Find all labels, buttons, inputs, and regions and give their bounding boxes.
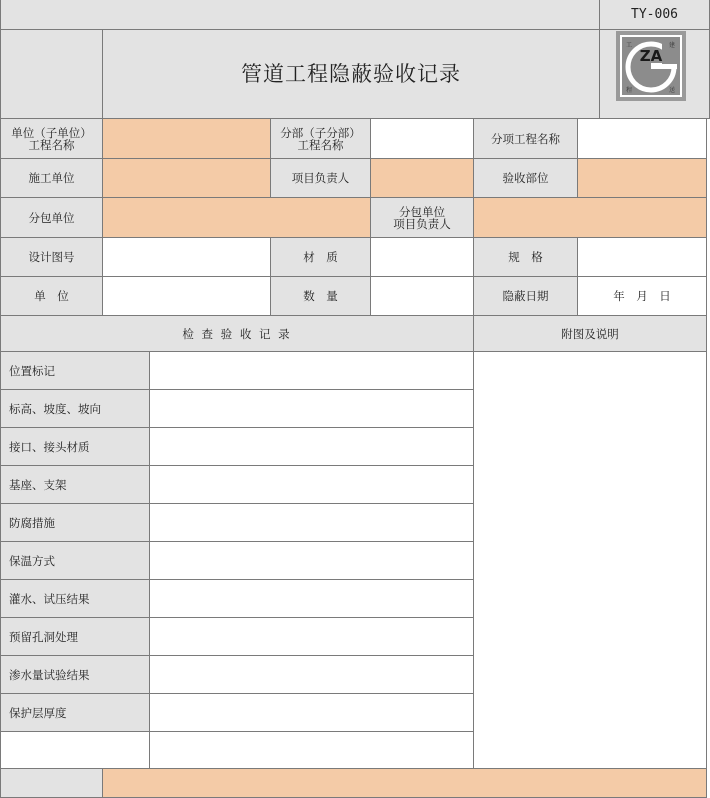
label-subcontractor: 分包单位	[0, 197, 103, 238]
record-label: 灌水、试压结果	[0, 579, 150, 618]
record-label: 接口、接头材质	[0, 427, 150, 466]
field-quantity[interactable]	[370, 276, 474, 316]
label-subitem: 分项工程名称	[473, 118, 578, 159]
record-label: 渗水量试验结果	[0, 655, 150, 694]
field-spec[interactable]	[577, 237, 707, 277]
form-code: TY-006	[599, 0, 710, 30]
record-field[interactable]	[149, 503, 474, 542]
records-header: 检 查 验 收 记 录	[0, 315, 474, 352]
header-top-band	[0, 0, 600, 30]
record-field[interactable]	[149, 579, 474, 618]
field-material[interactable]	[370, 237, 474, 277]
field-unit[interactable]	[102, 276, 271, 316]
header-left-cell	[0, 29, 103, 119]
logo-corner-char: 程	[626, 87, 633, 94]
logo-corner-char: 建	[669, 42, 676, 49]
record-label: 防腐措施	[0, 503, 150, 542]
attachment-area[interactable]	[473, 351, 707, 769]
page-title: 管道工程隐蔽验收记录	[102, 29, 600, 119]
label-contractor: 施工单位	[0, 158, 103, 198]
label-conceal-date: 隐蔽日期	[473, 276, 578, 316]
label-sub-manager: 分包单位 项目负责人	[370, 197, 474, 238]
field-acceptance-part[interactable]	[577, 158, 707, 198]
field-contractor[interactable]	[102, 158, 271, 198]
record-label: 保温方式	[0, 541, 150, 580]
record-field[interactable]	[149, 427, 474, 466]
record-label: 预留孔洞处理	[0, 617, 150, 656]
record-label: 位置标记	[0, 351, 150, 390]
field-drawing-no[interactable]	[102, 237, 271, 277]
field-subitem[interactable]	[577, 118, 707, 159]
field-division[interactable]	[370, 118, 474, 159]
logo-corner-char: 工	[626, 42, 633, 49]
field-project-manager[interactable]	[370, 158, 474, 198]
record-label: 基座、支架	[0, 465, 150, 504]
field-unit-project[interactable]	[102, 118, 271, 159]
record-field[interactable]	[149, 351, 474, 390]
record-field[interactable]	[149, 693, 474, 732]
record-field[interactable]	[149, 655, 474, 694]
field-conceal-date[interactable]: 年 月 日	[577, 276, 707, 316]
record-field[interactable]	[149, 731, 474, 769]
label-acceptance-part: 验收部位	[473, 158, 578, 198]
attachment-header: 附图及说明	[473, 315, 707, 352]
label-project-manager: 项目负责人	[270, 158, 371, 198]
logo-corner-char: 送	[669, 87, 676, 94]
label-spec: 规 格	[473, 237, 578, 277]
record-label-blank[interactable]	[0, 731, 150, 769]
record-label: 标高、坡度、坡向	[0, 389, 150, 428]
bottom-label-cell	[0, 768, 103, 798]
record-label: 保护层厚度	[0, 693, 150, 732]
label-division: 分部（子分部） 工程名称	[270, 118, 371, 159]
label-unit: 单 位	[0, 276, 103, 316]
label-unit-project: 单位（子单位） 工程名称	[0, 118, 103, 159]
field-subcontractor[interactable]	[102, 197, 371, 238]
bottom-field[interactable]	[102, 768, 707, 798]
label-quantity: 数 量	[270, 276, 371, 316]
record-field[interactable]	[149, 541, 474, 580]
record-field[interactable]	[149, 617, 474, 656]
label-drawing-no: 设计图号	[0, 237, 103, 277]
record-field[interactable]	[149, 465, 474, 504]
field-sub-manager[interactable]	[473, 197, 707, 238]
label-material: 材 质	[270, 237, 371, 277]
logo-text: ZA	[639, 47, 663, 65]
company-logo	[616, 31, 686, 101]
record-field[interactable]	[149, 389, 474, 428]
